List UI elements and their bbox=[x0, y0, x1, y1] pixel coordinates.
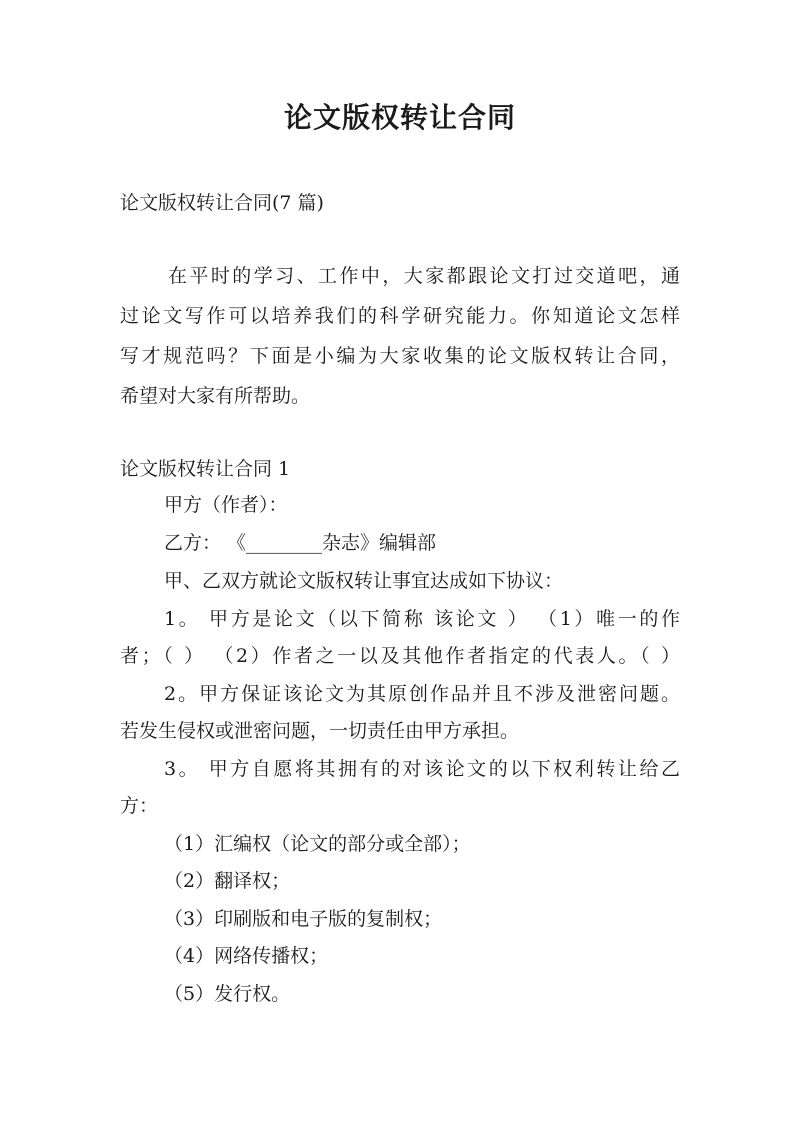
right-item: （3）印刷版和电子版的复制权； bbox=[164, 908, 443, 930]
document-title: 论文版权转让合同 bbox=[283, 101, 516, 134]
clause-2-line-2: 若发生侵权或泄密问题，一切责任由甲方承担。 bbox=[120, 720, 520, 742]
document-subtitle: 论文版权转让合同(7 篇) bbox=[120, 192, 324, 214]
intro-line-2: 过论文写作可以培养我们的科学研究能力。你知道论文怎样 bbox=[120, 305, 680, 327]
clause-1-line-2: 者；（ ） （2）作者之一以及其他作者指定的代表人。（ ） bbox=[120, 645, 680, 667]
right-item: （5）发行权。 bbox=[164, 983, 291, 1005]
right-item: （2）翻译权； bbox=[164, 870, 291, 892]
intro-line-1: 在平时的学习、工作中，大家都跟论文打过交道吧，通 bbox=[168, 265, 680, 287]
agreement-line: 甲、乙双方就论文版权转让事宜达成如下协议： bbox=[164, 570, 564, 592]
right-item: （1）汇编权（论文的部分或全部）； bbox=[164, 833, 471, 855]
clause-1-line-1: 1。 甲方是论文（以下简称 该论文 ） （1）唯一的作 bbox=[164, 608, 680, 630]
clause-2-line-1: 2。甲方保证该论文为其原创作品并且不涉及泄密问题。 bbox=[164, 683, 680, 705]
party-b: 乙方： 《________杂志》编辑部 bbox=[164, 532, 437, 554]
right-item: （4）网络传播权； bbox=[164, 945, 329, 967]
section-heading: 论文版权转让合同 1 bbox=[120, 458, 291, 480]
intro-line-3: 写才规范吗？下面是小编为大家收集的论文版权转让合同， bbox=[120, 345, 680, 367]
intro-line-4: 希望对大家有所帮助。 bbox=[120, 385, 311, 407]
party-a: 甲方（作者）： bbox=[164, 494, 288, 516]
clause-3-line-2: 方： bbox=[120, 795, 159, 817]
clause-3-line-1: 3。 甲方自愿将其拥有的对该论文的以下权利转让给乙 bbox=[164, 758, 680, 780]
